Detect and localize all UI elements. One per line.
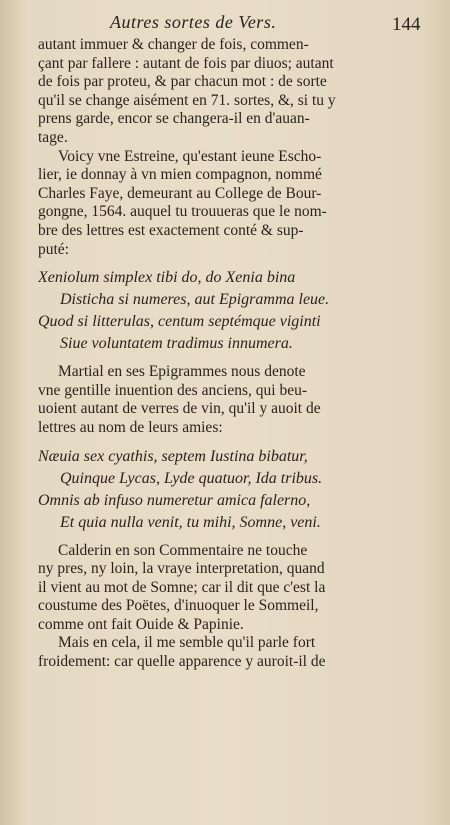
text-line: uoient autant de verres de vin, qu'il y auoit de — [38, 400, 321, 418]
page-body — [38, 36, 354, 672]
text-line: froidement: car quelle apparence y auroit-il de — [38, 653, 326, 671]
text-line: vne gentille inuention des anciens, qui beu- — [38, 381, 308, 399]
text-line: Mais en cela, il me semble qu'il parle fort — [58, 634, 316, 652]
paragraph-calderin — [38, 542, 354, 635]
text-line: coustume des Poëtes, d'inuoquer le Sommeil, — [38, 597, 319, 615]
verse-line: Quinque Lycas, Lyde quatuor, Ida tribus. — [60, 469, 323, 487]
text-line: lettres au nom de leurs amies: — [38, 418, 223, 436]
text-line: Voicy vne Estreine, qu'estant ieune Escho- — [58, 147, 322, 165]
verse-line: Et quia nulla venit, tu mihi, Somne, veni. — [60, 513, 321, 531]
text-line: Martial en ses Epigrammes nous denote — [58, 363, 306, 381]
latin-verse-naevia — [38, 446, 354, 534]
text-line: çant par fallere : autant de fois par diuos; autant — [38, 54, 334, 72]
text-line: qu'il se change aisément en 71. sortes, &, si tu y — [38, 91, 336, 109]
verse-line: Quod si litterulas, centum septémque viginti — [38, 313, 321, 331]
verse-line: Xeniolum simplex tibi do, do Xenia bina — [38, 269, 296, 287]
verse-line: Disticha si numeres, aut Epigramma leue. — [60, 291, 330, 309]
verse-line: Næuia sex cyathis, septem Iustina bibatur, — [38, 447, 308, 465]
latin-verse-xeniolum — [38, 267, 354, 355]
page-number: 144 — [392, 14, 421, 35]
text-line: gongne, 1564. auquel tu trouueras que le nom- — [38, 203, 327, 221]
paragraph-martial — [38, 363, 354, 437]
paragraph-continuation — [38, 36, 354, 148]
text-line: bre des lettres est exactement conté & sup- — [38, 221, 304, 239]
running-title: Autres sortes de Vers. — [110, 12, 277, 32]
text-line: comme ont fait Ouide & Papinie. — [38, 615, 244, 633]
verse-line: Siue voluntatem tradimus innumera. — [60, 335, 293, 353]
text-line: tage. — [38, 128, 68, 146]
text-line: Charles Faye, demeurant au College de Bour- — [38, 184, 322, 202]
text-line: lier, ie donnay à vn mien compagnon, nommé — [38, 166, 322, 184]
text-line: puté: — [38, 240, 69, 258]
text-line: Calderin en son Commentaire ne touche — [58, 541, 308, 559]
text-line: autant immuer & changer de fois, commen- — [38, 36, 309, 53]
text-line: il vient au mot de Somne; car il dit que c'est la — [38, 578, 326, 596]
text-line: prens garde, encor se changera-il en d'auan- — [38, 110, 310, 128]
paragraph-estreine — [38, 148, 354, 260]
text-line: de fois par proteu, & par chacun mot : de sorte — [38, 73, 327, 91]
verse-line: Omnis ab infuso numeretur amica falerno, — [38, 491, 311, 509]
paragraph-mais — [38, 634, 354, 671]
text-line: ny pres, ny loin, la vraye interpretation, quand — [38, 560, 325, 578]
